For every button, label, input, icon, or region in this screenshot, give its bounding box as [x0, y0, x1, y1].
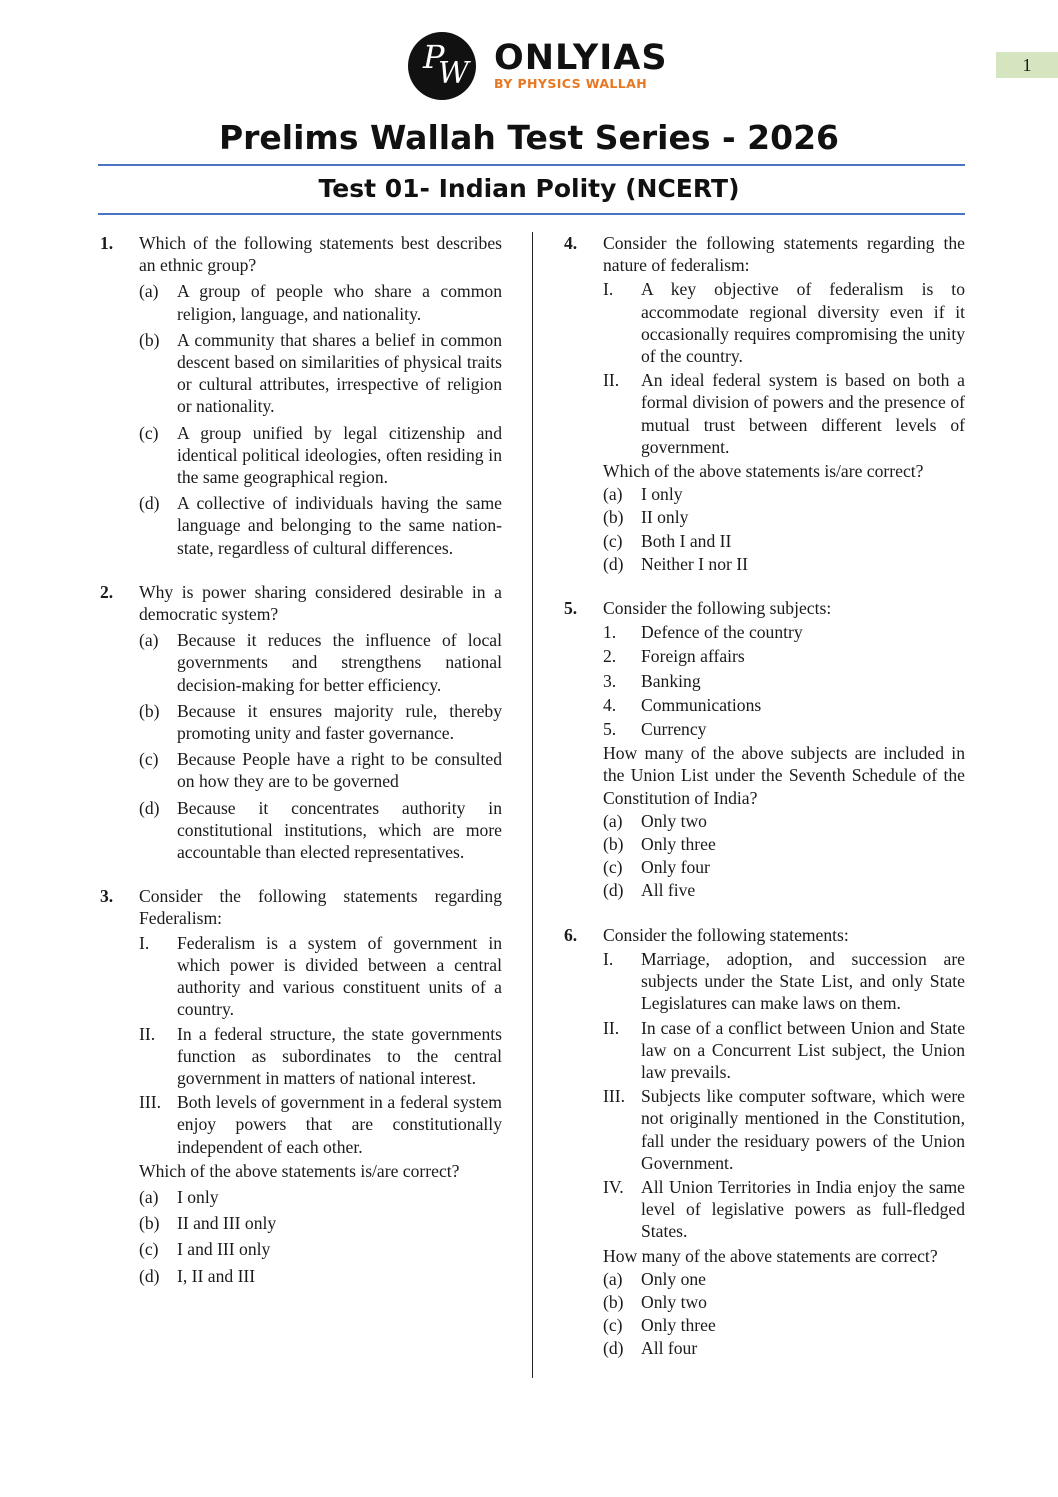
option-label: (c) — [603, 530, 623, 551]
option — [139, 280, 502, 324]
list-item-label: 3. — [603, 670, 617, 691]
question-2 — [100, 581, 502, 863]
logo-letter-w: W — [438, 56, 469, 91]
option — [139, 1238, 502, 1260]
option-text: Neither I nor II — [641, 553, 748, 574]
list-item — [603, 645, 965, 667]
option-text: I, II and III — [177, 1265, 256, 1286]
brand-wordmark — [494, 38, 668, 92]
option — [603, 833, 965, 855]
option — [603, 856, 965, 878]
option-text: I and III only — [177, 1239, 271, 1260]
option-text: Because it reduces the influence of local governments and strengthens national decision-making for better efficiency. — [177, 630, 502, 695]
question-4 — [564, 232, 965, 575]
list-item-text: Currency — [641, 719, 707, 740]
logo-letter-p: P — [423, 38, 445, 76]
list-item-text: Foreign affairs — [641, 646, 745, 667]
question-text: Consider the following statements: — [603, 924, 849, 945]
option-text: Only three — [641, 1315, 716, 1336]
title-divider — [98, 164, 965, 166]
option — [603, 1337, 965, 1359]
option-label: (b) — [603, 834, 624, 855]
question-text: Consider the following subjects: — [603, 598, 832, 619]
option — [139, 797, 502, 864]
left-column — [100, 232, 502, 1287]
list-item-label: 5. — [603, 719, 617, 740]
list-item-text: Banking — [641, 670, 701, 691]
question-number: 6. — [564, 924, 578, 945]
option-text: A group unified by legal citizenship and identical political ideologies, often residing in the same geographical region. — [177, 422, 502, 488]
statement — [603, 948, 965, 1015]
list-item-text: Communications — [641, 694, 762, 715]
option-text: Only two — [641, 1291, 707, 1312]
option-text: Only three — [641, 834, 716, 855]
option-text: I only — [641, 484, 683, 505]
option — [603, 1268, 965, 1290]
option — [139, 748, 502, 792]
option-label: (a) — [603, 484, 623, 505]
question-text: Consider the following statements regarding the nature of federalism: — [603, 233, 965, 276]
option-label: (c) — [603, 1315, 623, 1336]
option-text: II only — [641, 507, 689, 528]
option-label: (b) — [603, 1291, 624, 1312]
statement-text: In case of a conflict between Union and State law on a Concurrent List subject, the Union law prevails. — [641, 1017, 965, 1082]
statement — [603, 1017, 965, 1084]
option — [139, 329, 502, 418]
list-item-label: 4. — [603, 694, 617, 715]
brand-name: ONLYIAS — [494, 38, 668, 79]
statement-text: Marriage, adoption, and succession are subjects under the State List, and only State Legislatures can make laws on them. — [641, 948, 965, 1014]
option-text: A group of people who share a common religion, language, and nationality. — [177, 281, 502, 324]
option-text: Because it concentrates authority in constitutional institutions, which are more accountable than elected representatives. — [177, 797, 502, 863]
option-label: (b) — [139, 1213, 160, 1234]
list-item — [603, 718, 965, 740]
right-column — [564, 232, 965, 1360]
option — [603, 1291, 965, 1313]
option-label: (c) — [139, 749, 159, 770]
option-label: (a) — [139, 1186, 159, 1207]
option-label: (a) — [603, 1268, 623, 1289]
option — [603, 810, 965, 832]
question-prompt: Which of the above statements is/are correct? — [603, 461, 924, 482]
statement-text: All Union Territories in India enjoy the same level of legislative powers as full-fledged States. — [641, 1176, 965, 1242]
question-prompt: How many of the above statements are correct? — [603, 1245, 938, 1266]
option-label: (d) — [603, 1338, 624, 1359]
statement-label: II. — [139, 1023, 156, 1044]
list-item — [603, 694, 965, 716]
option-label: (d) — [139, 1265, 160, 1286]
option-label: (a) — [603, 810, 623, 831]
question-prompt: Which of the above statements is/are correct? — [139, 1160, 460, 1181]
option-text: Because People have a right to be consulted on how they are to be governed — [177, 749, 502, 792]
page-title: Prelims Wallah Test Series - 2026 — [218, 118, 840, 157]
page-number: 1 — [996, 52, 1058, 78]
question-number: 5. — [564, 598, 578, 619]
option-label: (a) — [139, 630, 159, 651]
option-text: All five — [641, 880, 696, 901]
option-label: (d) — [603, 880, 624, 901]
list-item — [603, 621, 965, 643]
statement-label: I. — [139, 932, 150, 953]
option — [139, 700, 502, 744]
brand-tagline: BY PHYSICS WALLAH — [494, 76, 648, 92]
option — [139, 1212, 502, 1234]
statement-text: Subjects like computer software, which were not originally mentioned in the Constitution, fall under the residuary powers of the Union Government. — [641, 1086, 965, 1173]
question-number: 4. — [564, 233, 578, 253]
option-label: (c) — [603, 857, 623, 878]
option — [603, 506, 965, 528]
option-label: (b) — [603, 507, 624, 528]
question-text: Why is power sharing considered desirable in a democratic system? — [139, 581, 502, 625]
statement-label: I. — [603, 948, 614, 969]
statement-label: IV. — [603, 1176, 624, 1197]
question-6 — [564, 924, 965, 1360]
option — [603, 1314, 965, 1336]
statement — [139, 1091, 502, 1158]
statement-text: An ideal federal system is based on both a formal division of powers and the presence of mutual trust between different levels of government. — [641, 370, 965, 457]
statement-text: Both levels of government in a federal system enjoy powers that are constitutionally independent of each other. — [177, 1092, 502, 1157]
statement-label: II. — [603, 1017, 620, 1038]
option-label: (a) — [139, 281, 159, 302]
option-text: I only — [177, 1186, 219, 1207]
option-label: (c) — [139, 422, 159, 443]
option-label: (c) — [139, 1239, 159, 1260]
statement-text: Federalism is a system of government in which power is divided between a central authority and various constituent units of a country. — [177, 932, 502, 1020]
option — [139, 629, 502, 696]
statement — [139, 932, 502, 1021]
option-text: Both I and II — [641, 530, 732, 551]
statement-text: In a federal structure, the state governments function as subordinates to the central government in matters of national interest. — [177, 1023, 502, 1088]
option-text: A community that shares a belief in common descent based on similarities of physical traits or cultural attributes, irrespective of religion or nationality. — [177, 329, 502, 417]
option-text: II and III only — [177, 1213, 277, 1234]
option-label: (b) — [139, 329, 160, 350]
option-label: (d) — [139, 797, 160, 818]
option — [139, 1265, 502, 1287]
list-item-label: 2. — [603, 646, 617, 667]
option — [603, 553, 965, 575]
option — [603, 483, 965, 505]
option-text: Only one — [641, 1268, 706, 1289]
option-text: All four — [641, 1338, 698, 1359]
subtitle-divider — [98, 213, 965, 215]
statement — [603, 369, 965, 458]
statement-label: III. — [139, 1092, 161, 1113]
statement — [603, 1176, 965, 1243]
statement-label: III. — [603, 1086, 625, 1107]
question-prompt: How many of the above subjects are included in the Union List under the Seventh Schedule of the Constitution of India? — [603, 743, 965, 808]
option-text: A collective of individuals having the same language and belonging to the same nation-state, regardless of cultural differences. — [177, 493, 502, 558]
column-divider — [532, 232, 533, 1378]
option-label: (b) — [139, 700, 160, 721]
option — [139, 492, 502, 559]
question-number: 1. — [100, 233, 114, 253]
header-logo — [408, 30, 668, 102]
option-text: Because it ensures majority rule, thereby promoting unity and faster governance. — [177, 700, 502, 744]
option-text: Only four — [641, 857, 710, 878]
option — [139, 1186, 502, 1208]
question-5 — [564, 597, 965, 902]
list-item-text: Defence of the country — [641, 622, 803, 643]
question-3 — [100, 885, 502, 1286]
option-label: (d) — [139, 493, 160, 514]
statement — [603, 1085, 965, 1174]
option — [139, 422, 502, 489]
page-subtitle: Test 01- Indian Polity (NCERT) — [318, 174, 740, 203]
question-text: Consider the following statements regarding Federalism: — [139, 886, 502, 929]
statement — [139, 1023, 502, 1090]
statement-text: A key objective of federalism is to accommodate regional diversity even if it occasionally requires compromising the unity of the country. — [641, 279, 965, 367]
option — [603, 879, 965, 901]
statement-label: I. — [603, 279, 614, 300]
list-item-label: 1. — [603, 622, 617, 643]
option — [603, 530, 965, 552]
question-number: 3. — [100, 886, 114, 907]
statement — [603, 278, 965, 367]
statement-label: II. — [603, 370, 620, 391]
question-1 — [100, 232, 502, 559]
question-text: Which of the following statements best describes an ethnic group? — [139, 233, 502, 276]
pw-logo-icon — [408, 32, 476, 100]
option-text: Only two — [641, 810, 707, 831]
list-item — [603, 670, 965, 692]
question-number: 2. — [100, 581, 114, 602]
option-label: (d) — [603, 553, 624, 574]
